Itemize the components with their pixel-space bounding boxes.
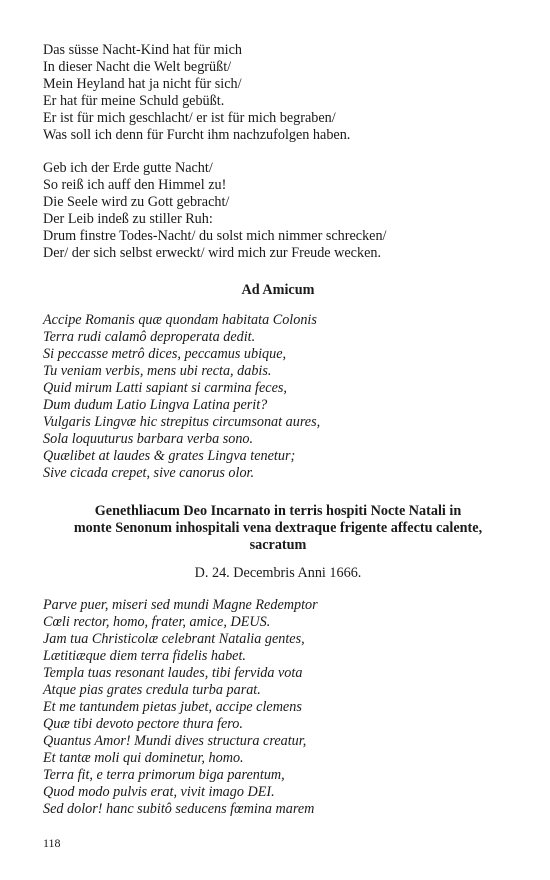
verse-line: Atque pias grates credula turba parat.	[43, 682, 261, 698]
german-stanza-2	[43, 160, 513, 262]
verse-line: Der Leib indeß zu stiller Ruh:	[43, 211, 213, 227]
verse-line: Terra fit, e terra primorum biga parentum,	[43, 767, 285, 783]
latin-poem-genethliacum	[43, 597, 513, 818]
verse-line: Mein Heyland hat ja nicht für sich/	[43, 76, 242, 92]
verse-line: Si peccasse metrô dices, peccamus ubique,	[43, 346, 287, 362]
verse-line: Quod modo pulvis erat, vivit imago DEI.	[43, 784, 275, 800]
verse-line: Quæ tibi devoto pectore thura fero.	[43, 716, 243, 732]
verse-line: Lætitiæque diem terra fidelis habet.	[43, 648, 246, 664]
poem-dateline: D. 24. Decembris Anni 1666.	[194, 565, 362, 581]
verse-line: Die Seele wird zu Gott gebracht/	[43, 194, 230, 210]
verse-line: Tu veniam verbis, mens ubi recta, dabis.	[43, 363, 272, 379]
title-line: Genethliacum Deo Incarnato in terris hospiti Nocte Natali in	[94, 503, 462, 519]
verse-line: Er hat für meine Schuld gebüßt.	[43, 93, 225, 109]
verse-line: Quælibet at laudes & grates Lingva tenetur;	[43, 448, 296, 464]
verse-line: Quantus Amor! Mundi dives structura creatur,	[43, 733, 307, 749]
verse-line: Terra rudi calamô deproperata dedit.	[43, 329, 256, 345]
verse-line: Quid mirum Latti sapiant si carmina feces,	[43, 380, 287, 396]
latin-poem-ad-amicum	[43, 312, 513, 482]
page-number: 118	[43, 836, 61, 850]
verse-line: Et tantæ moli qui dominetur, homo.	[43, 750, 244, 766]
verse-line: In dieser Nacht die Welt begrüßt/	[43, 59, 232, 75]
verse-line: Parve puer, miseri sed mundi Magne Redemptor	[43, 597, 318, 613]
verse-line: Templa tuas resonant laudes, tibi fervida vota	[43, 665, 303, 681]
title-line: sacratum	[249, 537, 307, 553]
poem-title-genethliacum	[43, 503, 513, 554]
verse-line: Der/ der sich selbst erweckt/ wird mich zur Freude wecken.	[43, 245, 382, 261]
verse-line: Geb ich der Erde gutte Nacht/	[43, 160, 213, 176]
verse-line: Jam tua Christicolæ celebrant Natalia gentes,	[43, 631, 305, 647]
poem-title-ad-amicum: Ad Amicum	[241, 282, 315, 298]
german-stanza-1	[43, 42, 513, 144]
verse-line: So reiß ich auff den Himmel zu!	[43, 177, 227, 193]
verse-line: Et me tantundem pietas jubet, accipe clemens	[43, 699, 302, 715]
verse-line: Cœli rector, homo, frater, amice, DEUS.	[43, 614, 271, 630]
verse-line: Das süsse Nacht-Kind hat für mich	[43, 42, 242, 58]
verse-line: Drum finstre Todes-Nacht/ du solst mich nimmer schrecken/	[43, 228, 387, 244]
verse-line: Was soll ich denn für Furcht ihm nachzufolgen haben.	[43, 127, 351, 143]
verse-line: Accipe Romanis quæ quondam habitata Colonis	[43, 312, 317, 328]
verse-line: Sola loquuturus barbara verba sono.	[43, 431, 254, 447]
verse-line: Vulgaris Lingvæ hic strepitus circumsonat aures,	[43, 414, 321, 430]
title-line: monte Senonum inhospitali vena dextraque frigente affectu calente,	[73, 520, 483, 536]
verse-line: Sive cicada crepet, sive canorus olor.	[43, 465, 255, 481]
verse-line: Dum dudum Latio Lingva Latina perit?	[43, 397, 268, 413]
verse-line: Sed dolor! hanc subitô seducens fœmina marem	[43, 801, 315, 817]
verse-line: Er ist für mich geschlacht/ er ist für mich begraben/	[43, 110, 336, 126]
